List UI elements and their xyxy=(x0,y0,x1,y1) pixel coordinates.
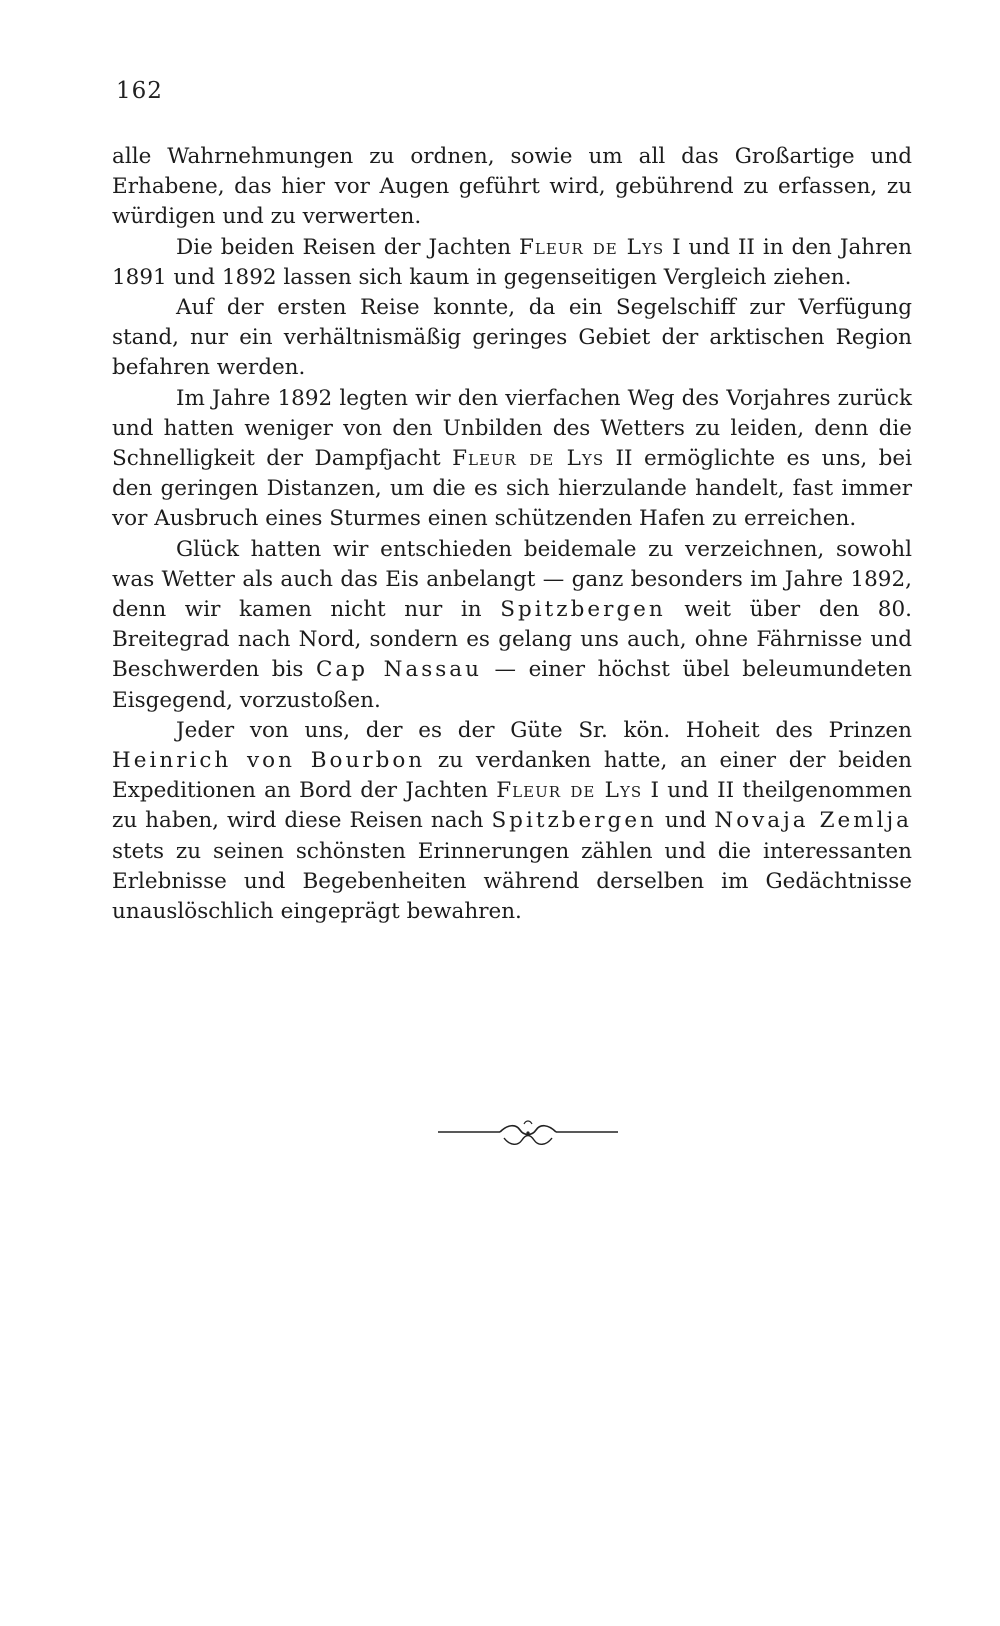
text-segment: Spitzbergen xyxy=(500,597,666,623)
ornament-divider xyxy=(438,1118,618,1152)
page-number: 162 xyxy=(116,78,163,104)
text-segment: Fleur de Lys xyxy=(519,234,665,260)
text-segment: Cap Nassau xyxy=(315,657,482,683)
text-segment: Im Jahre 1892 legten wir den vierfachen Weg des Vorjahres zurück und hatten weniger von den Unbilden des Wetters zu leiden, denn die Schnelligkeit der Dampfjacht xyxy=(112,385,912,472)
text-segment: Fleur de Lys xyxy=(452,446,605,472)
text-segment: und xyxy=(656,808,715,834)
text-segment: Heinrich von Bourbon xyxy=(112,748,426,774)
paragraph xyxy=(112,384,912,535)
text-segment: alle Wahrnehmungen zu ordnen, sowie um all das Großartige und Erhabene, das hier vor Augen geführt wird, gebührend zu erfassen, zu würdigen und zu verwerten. xyxy=(112,144,912,230)
text-segment: — einer höchst übel beleumundeten Eisgegend, vorzustoßen. xyxy=(112,657,912,713)
paragraph xyxy=(112,716,912,927)
text-segment: II ermöglichte es uns, bei den geringen Distanzen, um die es sich hierzulande handelt, fast immer vor Ausbruch eines Sturmes einen schützenden Hafen zu erreichen. xyxy=(112,446,912,532)
text-segment: weit über den 80. Breitegrad nach Nord, sondern es gelang uns auch, ohne Fährnisse und Beschwerden bis xyxy=(112,597,912,683)
text-segment: Novaja Zemlja xyxy=(714,808,912,834)
text-segment: Die beiden Reisen der Jachten xyxy=(176,234,520,260)
text-segment: stets zu seinen schönsten Erinnerungen zählen und die interessanten Erlebnisse und Begebenheiten während derselben im Gedächtnisse unauslöschlich eingeprägt bewahren. xyxy=(112,838,912,925)
body-text xyxy=(112,142,912,927)
paragraph xyxy=(112,142,912,233)
text-segment: I und II in den Jahren 1891 und 1892 lassen sich kaum in gegenseitigen Vergleich ziehen. xyxy=(112,234,912,290)
text-segment: Auf der ersten Reise konnte, da ein Segelschiff zur Verfügung stand, nur ein verhältnismäßig geringes Gebiet der arktischen Region befahren werden. xyxy=(112,295,912,381)
text-segment: Spitzbergen xyxy=(491,808,657,834)
text-segment: Jeder von uns, der es der Güte Sr. kön. Hoheit des Prinzen xyxy=(176,717,912,743)
text-segment: I und II theilgenommen zu haben, wird diese Reisen nach xyxy=(112,778,913,834)
paragraph xyxy=(112,233,912,293)
text-segment: Glück hatten wir entschieden beidemale zu verzeichnen, sowohl was Wetter als auch das Eis anbelangt — ganz besonders im Jahre 1892, denn wir kamen nicht nur in xyxy=(112,536,912,623)
paragraph xyxy=(112,535,912,716)
text-segment: Fleur de Lys xyxy=(496,778,643,804)
paragraph xyxy=(112,293,912,384)
text-segment: zu verdanken hatte, an einer der beiden Expeditionen an Bord der Jachten xyxy=(112,748,912,804)
